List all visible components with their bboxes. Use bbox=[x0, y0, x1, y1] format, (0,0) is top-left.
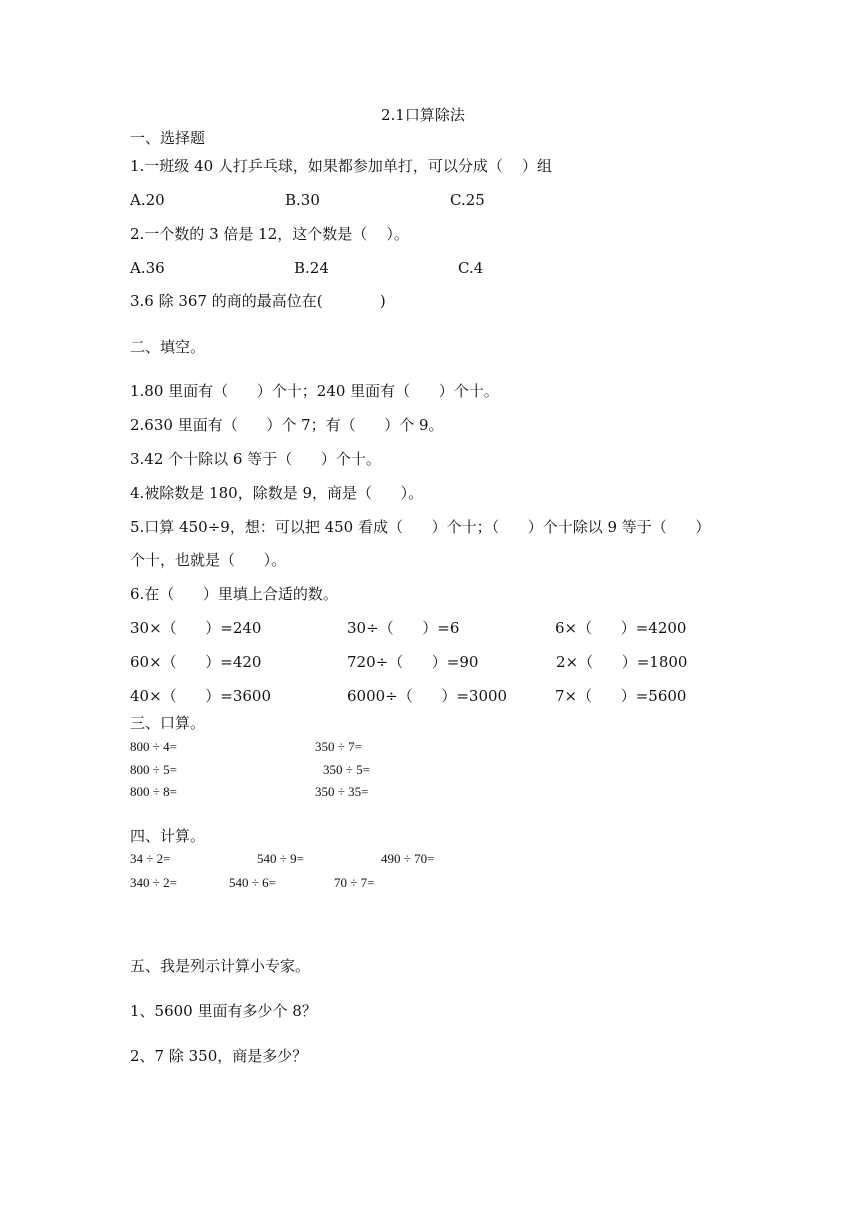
grid-cell: 30×（ ）=240 bbox=[130, 619, 262, 637]
fill-item-4: 4.被除数是 180，除数是 9，商是（ ）。 bbox=[130, 484, 424, 502]
page-title: 2.1口算除法 bbox=[381, 106, 465, 124]
fill-item-6: 6.在（ ）里填上合适的数。 bbox=[130, 585, 338, 603]
question-2: 2.一个数的 3 倍是 12，这个数是（ ）。 bbox=[130, 225, 409, 243]
word-problem-1: 1、5600 里面有多少个 8？ bbox=[130, 1002, 317, 1020]
section-heading-mental: 三、口算。 bbox=[130, 714, 206, 732]
calc-item: 34 ÷ 2= bbox=[130, 851, 171, 866]
question-1: 1.一班级 40 人打乒乓球，如果都参加单打，可以分成（ ）组 bbox=[130, 157, 553, 175]
section-heading-calc: 四、计算。 bbox=[130, 827, 206, 845]
section-heading-word: 五、我是列示计算小专家。 bbox=[130, 957, 311, 975]
fill-item-5: 5.口算 450÷9，想：可以把 450 看成（ ）个十；（ ）个十除以 9 等于（ ） bbox=[130, 518, 711, 536]
mental-item: 800 ÷ 5= bbox=[130, 762, 177, 777]
mental-item: 800 ÷ 8= bbox=[130, 784, 177, 799]
grid-cell: 2×（ ）=1800 bbox=[556, 653, 688, 671]
section-heading-choice: 一、选择题 bbox=[130, 129, 206, 147]
grid-cell: 720÷（ ）=90 bbox=[347, 653, 479, 671]
fill-item-3: 3.42 个十除以 6 等于（ ）个十。 bbox=[130, 450, 381, 468]
grid-cell: 40×（ ）=3600 bbox=[130, 687, 272, 705]
calc-item: 340 ÷ 2= bbox=[130, 875, 177, 890]
grid-cell: 30÷（ ）=6 bbox=[347, 619, 460, 637]
grid-cell: 7×（ ）=5600 bbox=[555, 687, 687, 705]
option-1a: A.20 bbox=[130, 191, 165, 209]
fill-item-5-cont: 个十，也就是（ ）。 bbox=[130, 551, 287, 569]
word-problem-2: 2、7 除 350，商是多少？ bbox=[130, 1047, 308, 1065]
mental-item: 350 ÷ 5= bbox=[323, 762, 370, 777]
grid-cell: 6×（ ）=4200 bbox=[555, 619, 687, 637]
question-3: 3.6 除 367 的商的最高位在( ) bbox=[130, 292, 386, 310]
option-2a: A.36 bbox=[130, 259, 165, 277]
option-2b: B.24 bbox=[294, 259, 329, 277]
mental-item: 800 ÷ 4= bbox=[130, 739, 177, 754]
mental-item: 350 ÷ 7= bbox=[315, 739, 362, 754]
option-1c: C.25 bbox=[450, 191, 485, 209]
fill-item-1: 1.80 里面有（ ）个十；240 里面有（ ）个十。 bbox=[130, 382, 499, 400]
mental-item: 350 ÷ 35= bbox=[315, 784, 369, 799]
option-2c: C.4 bbox=[458, 259, 484, 277]
calc-item: 540 ÷ 9= bbox=[257, 851, 304, 866]
calc-item: 490 ÷ 70= bbox=[381, 851, 435, 866]
calc-item: 540 ÷ 6= bbox=[229, 875, 276, 890]
fill-item-2: 2.630 里面有（ ）个 7；有（ ）个 9。 bbox=[130, 416, 444, 434]
section-heading-fill: 二、填空。 bbox=[130, 338, 206, 356]
calc-item: 70 ÷ 7= bbox=[334, 875, 375, 890]
grid-cell: 6000÷（ ）=3000 bbox=[347, 687, 508, 705]
option-1b: B.30 bbox=[285, 191, 320, 209]
grid-cell: 60×（ ）=420 bbox=[130, 653, 262, 671]
